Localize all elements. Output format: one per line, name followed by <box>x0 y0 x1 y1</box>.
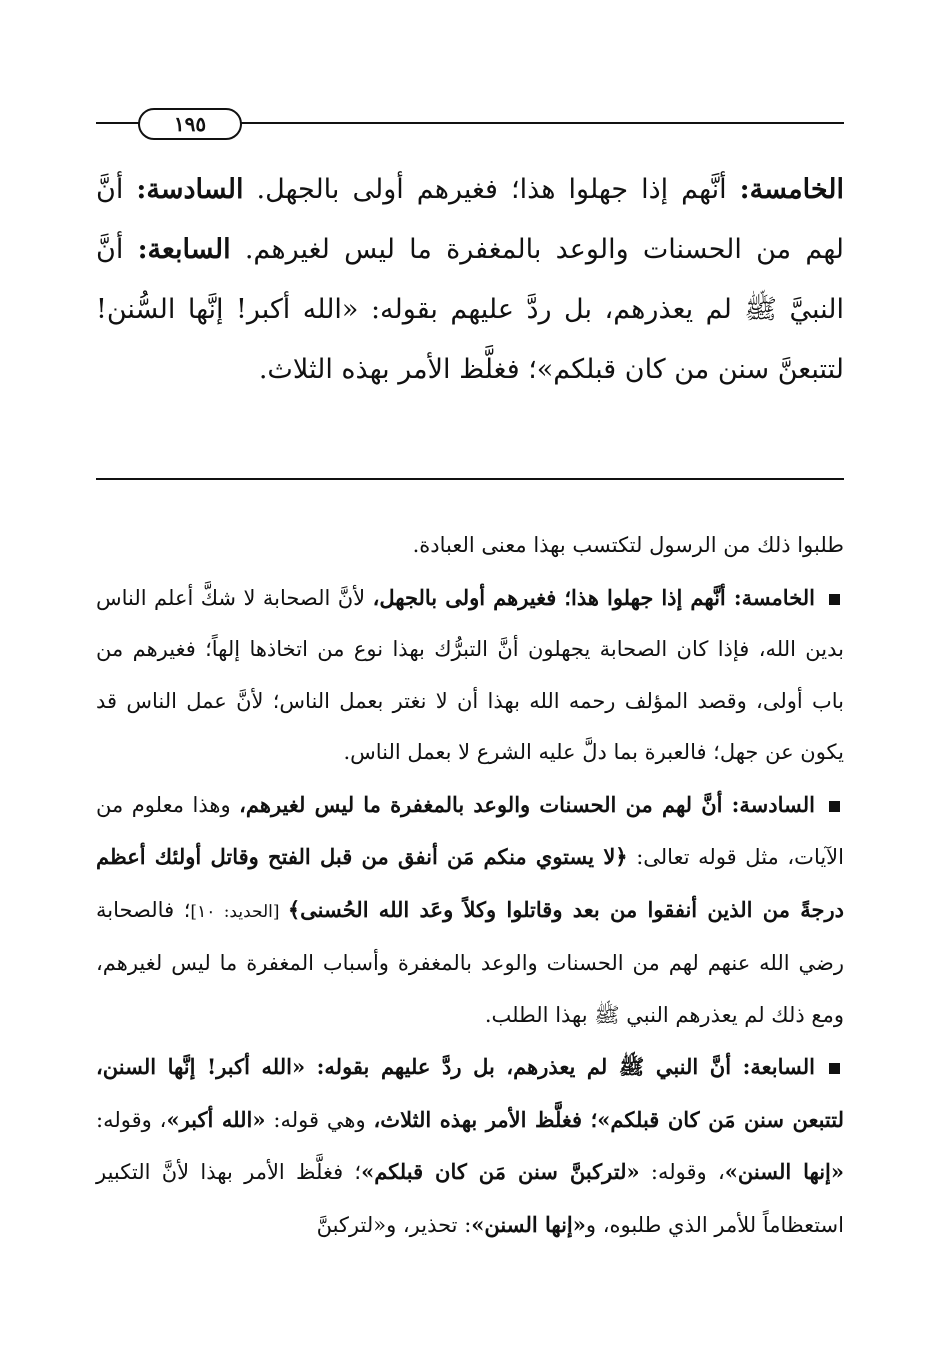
seventh-text-1: وهي قوله: <box>265 1107 374 1132</box>
sixth-text-2: ؛ فالصحابة رضي الله عنهم لهم من الحسنات والوعد بالمغفرة وأسباب المغفرة ما ليس لغيرهم، ومع ذلك لم يعذرهم النبي ﷺ بهذا الطلب. <box>96 897 844 1027</box>
seventh-heading: السابعة: أنَّ النبي ﷺ لم يعذرهم، بل ردَّ عليهم بقوله: «الله أكبر! إنَّها السنن، لتتبعن سنن مَن كان قبلكم»؛ فغلَّظ الأمر بهذه الثلاث، <box>96 1054 844 1132</box>
seventh-text-3: ، وقوله: <box>639 1160 725 1184</box>
verse-reference: [الحديد: ١٠] <box>190 901 288 922</box>
quote-allahu-akbar: «الله أكبر» <box>166 1106 266 1132</box>
square-bullet-icon <box>829 1063 840 1074</box>
matn-seventh-text: أنَّ النبيَّ ﷺ لم يعذرهم، بل ردَّ عليهم بقوله: «الله أكبر! إنَّها السُّنن! لتتبعنَّ سنن من كان قبلكم»؛ فغلَّظ الأمر بهذه الثلاث. <box>96 234 844 385</box>
seventh-text-4: ؛ فغلَّظ الأمر بهذا لأنَّ التكبير استعظاماً للأمر الذي طلبوه، و <box>96 1160 844 1237</box>
commentary-paragraph-seventh <box>96 1041 844 1251</box>
section-divider <box>96 478 844 480</box>
quote-latarkabunna: «لتركبنَّ سنن مَن كان قبلكم» <box>361 1159 640 1184</box>
sixth-heading: السادسة: أنَّ لهم من الحسنات والوعد بالمغفرة ما ليس لغيرهم، <box>239 791 815 817</box>
fifth-text: لأنَّ الصحابة لا شكَّ أعلم الناس بدين الله، فإذا كان الصحابة يجهلون أنَّ التبرُّك بهذا نوع من اتخاذها إلهاً؛ فغيرهم من باب أولى، وقصد المؤلف رحمه الله بهذا أن لا نغتر بعمل الناس؛ لأنَّ عمل الناس قد يكون عن جهل؛ فالعبرة بما دلَّ عليه الشرع لا بعمل الناس. <box>96 585 844 764</box>
commentary-paragraph-fifth <box>96 572 844 779</box>
seventh-text-2: ، وقوله: <box>96 1107 167 1132</box>
square-bullet-icon <box>829 801 840 812</box>
fifth-heading: الخامسة: أنَّهم إذا جهلوا هذا؛ فغيرهم أولى بالجهل، <box>372 584 815 610</box>
square-bullet-icon <box>829 594 840 605</box>
page-number: ١٩٥ <box>138 108 242 140</box>
matn-text <box>96 160 844 400</box>
matn-label-fifth: الخامسة: <box>739 174 844 205</box>
page-header <box>96 108 844 138</box>
matn-label-seventh: السابعة: <box>137 234 231 265</box>
matn-label-sixth: السادسة: <box>136 174 244 205</box>
commentary-paragraph-0: طلبوا ذلك من الرسول لتكتسب بهذا معنى العبادة. <box>412 533 844 557</box>
sixth-text-1: وهذا معلوم من الآيات، مثل قوله تعالى: <box>96 792 844 869</box>
matn-sixth-text: أنَّ لهم من الحسنات والوعد بالمغفرة ما ليس لغيرهم. <box>96 174 844 265</box>
quran-verse: ﴿لا يستوي منكم مَن أنفق من قبل الفتح وقاتل أولئك أعظم درجةً من الذين أنفقوا من بعد وقاتلوا وكلاً وعَد الله الحُسنى﴾ <box>96 844 844 922</box>
seventh-text-5: : تحذير، و«لتركبنَّ <box>316 1212 472 1237</box>
quote-innaha-assunan-2: «إنها السنن» <box>471 1211 586 1237</box>
commentary-paragraph-sixth <box>96 779 844 1042</box>
matn-fifth-text: أنَّهم إذا جهلوا هذا؛ فغيرهم أولى بالجهل. <box>243 174 740 205</box>
quote-innaha-assunan: «إنها السنن» <box>724 1159 844 1184</box>
commentary <box>96 520 844 1251</box>
